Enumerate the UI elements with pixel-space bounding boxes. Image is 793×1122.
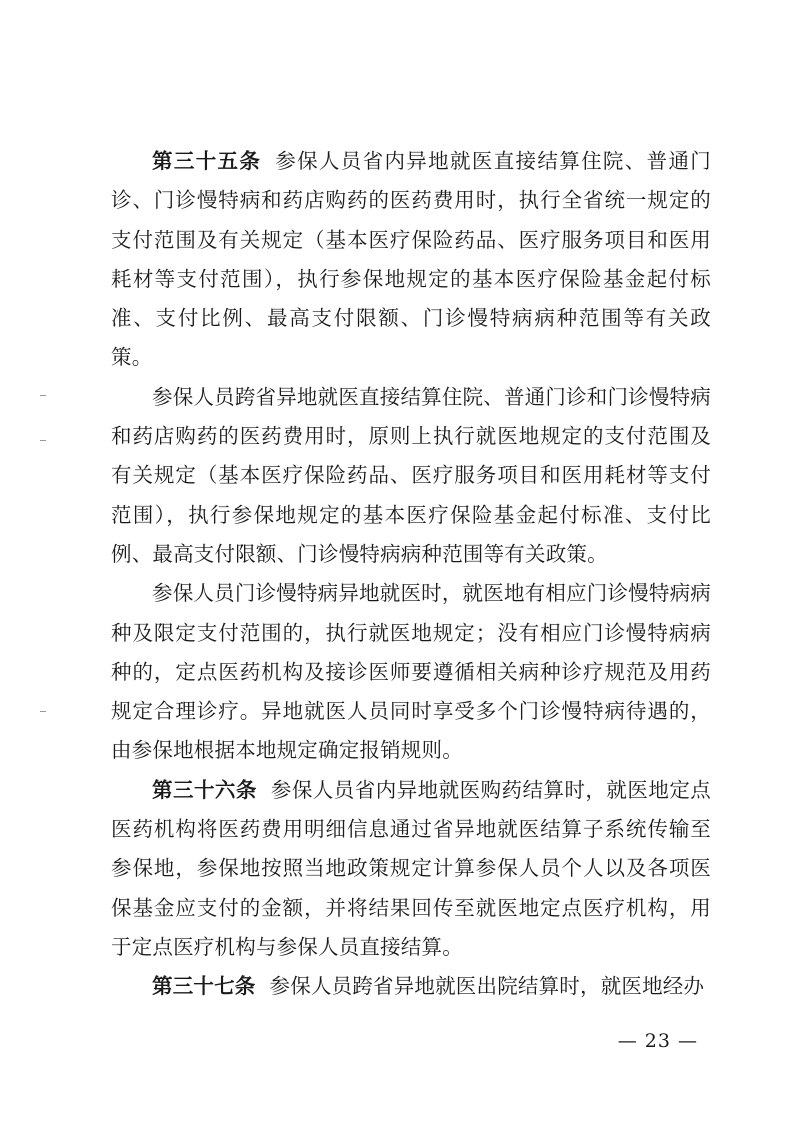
body-text	[111, 142, 711, 1007]
margin-mark	[40, 440, 46, 441]
article-36-paragraph	[111, 771, 711, 967]
page-number: — 23 —	[617, 1030, 698, 1052]
cross-province-paragraph	[111, 378, 711, 574]
paragraph-text: 参保人员省内异地就医直接结算住院、普通门诊、门诊慢特病和药店购药的医药费用时，执行全省统一规定的支付范围及有关规定（基本医疗保险药品、医疗服务项目和医用耗材等支付范围），执行参保地规定的基本医疗保险基金起付标准、支付比例、最高支付限额、门诊慢特病病种范围等有关政策。	[111, 149, 712, 370]
paragraph-text: 参保人员跨省异地就医直接结算住院、普通门诊和门诊慢特病和药店购药的医药费用时，原则上执行就医地规定的支付范围及有关规定（基本医疗保险药品、医疗服务项目和医用耗材等支付范围），执行参保地规定的基本医疗保险基金起付标准、支付比例、最高支付限额、门诊慢特病病种范围等有关政策。	[111, 384, 711, 566]
article-heading: 第三十六条	[152, 777, 257, 802]
paragraph-text: 参保人员门诊慢特病异地就医时，就医地有相应门诊慢特病病种及限定支付范围的，执行就医地规定；没有相应门诊慢特病病种的，定点医药机构及接诊医师要遵循相关病种诊疗规范及用药规定合理诊疗。异地就医人员同时享受多个门诊慢特病待遇的，由参保地根据本地规定确定报销规则。	[111, 581, 711, 763]
paragraph-text: 参保人员省内异地就医购药结算时，就医地定点医药机构将医药费用明细信息通过省异地就医结算子系统传输至参保地，参保地按照当地政策规定计算参保人员个人以及各项医保基金应支付的金额，并将结果回传至就医地定点医疗机构，用于定点医疗机构与参保人员直接结算。	[111, 777, 711, 959]
article-37-paragraph	[111, 967, 711, 1006]
article-heading: 第三十七条	[152, 974, 256, 999]
margin-mark	[40, 395, 46, 396]
chronic-disease-paragraph	[111, 574, 711, 770]
margin-mark	[40, 711, 46, 712]
article-35-paragraph	[111, 142, 711, 378]
paragraph-text: 参保人员跨省异地就医出院结算时，就医地经办	[269, 974, 705, 999]
article-heading: 第三十五条	[152, 149, 262, 173]
